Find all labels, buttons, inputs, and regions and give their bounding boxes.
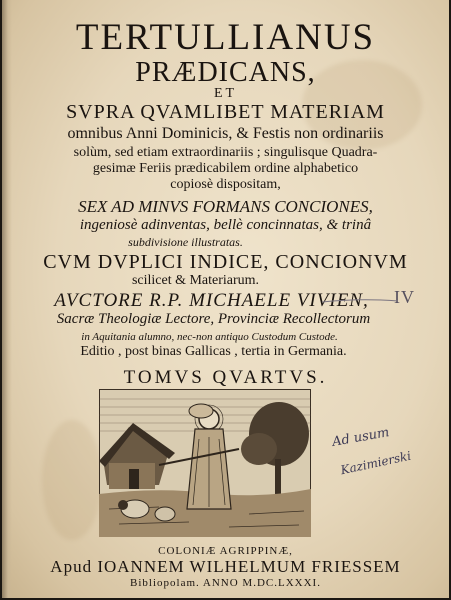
- cum-indice-line: CVM DVPLICI INDICE, CONCIONVM: [43, 251, 408, 273]
- title-page: [2, 0, 449, 598]
- subtitle-praedicans: PRÆDICANS,: [135, 57, 316, 88]
- subdivisione-line: subdivisione illustratas.: [128, 235, 243, 249]
- handwritten-volume-number: IV: [394, 287, 415, 307]
- handwritten-note-line-2: Kazimierski: [339, 448, 413, 478]
- author-line: AVCTORE R.P. MICHAELE VIVIEN,: [54, 290, 369, 311]
- scilicet-line: scilicet & Materiarum.: [131, 273, 260, 288]
- description-line-1: omnibus Anni Dominicis, & Festis non ordinariis: [67, 125, 384, 142]
- title-supra: SVPRA QVAMLIBET MATERIAM: [66, 101, 385, 123]
- pencil-underline: [320, 296, 400, 306]
- woodcut-illustration: [99, 389, 311, 537]
- imprint-city: COLONIÆ AGRIPPINÆ,: [158, 545, 293, 557]
- volume-line: TOMVS QVARTVS.: [123, 367, 328, 388]
- paper-stain: [42, 420, 102, 540]
- description-line-3: gesimæ Feriis prædicabilem ordine alphabetico: [92, 161, 359, 176]
- author-origin-line: in Aquitania alumno, nec-non antiquo Custodum Custode.: [81, 331, 338, 343]
- author-title-line: Sacræ Theologiæ Lectore, Provinciæ Recollectorum: [56, 311, 371, 327]
- imprint-year: Bibliopolam. ANNO M.DC.LXXXI.: [130, 577, 321, 589]
- title-et: ET: [213, 86, 238, 101]
- imprint-printer: Apud IOANNEM WILHELMUM FRIESSEM: [50, 557, 401, 576]
- description-line-4: copiosè dispositam,: [170, 177, 281, 192]
- handwritten-note-line-1: Ad usum: [331, 425, 391, 450]
- main-title: TERTULLIANUS: [75, 17, 376, 58]
- sex-conciones-line: SEX AD MINVS FORMANS CONCIONES,: [78, 197, 373, 216]
- ingeniose-line: ingeniosè adinventas, bellè concinnatas, & trinâ: [79, 217, 372, 233]
- edition-line: Editio , post binas Gallicas , tertia in Germania.: [80, 344, 347, 359]
- description-line-2: solùm, sed etiam extraordinariis ; singulisque Quadra-: [73, 145, 378, 160]
